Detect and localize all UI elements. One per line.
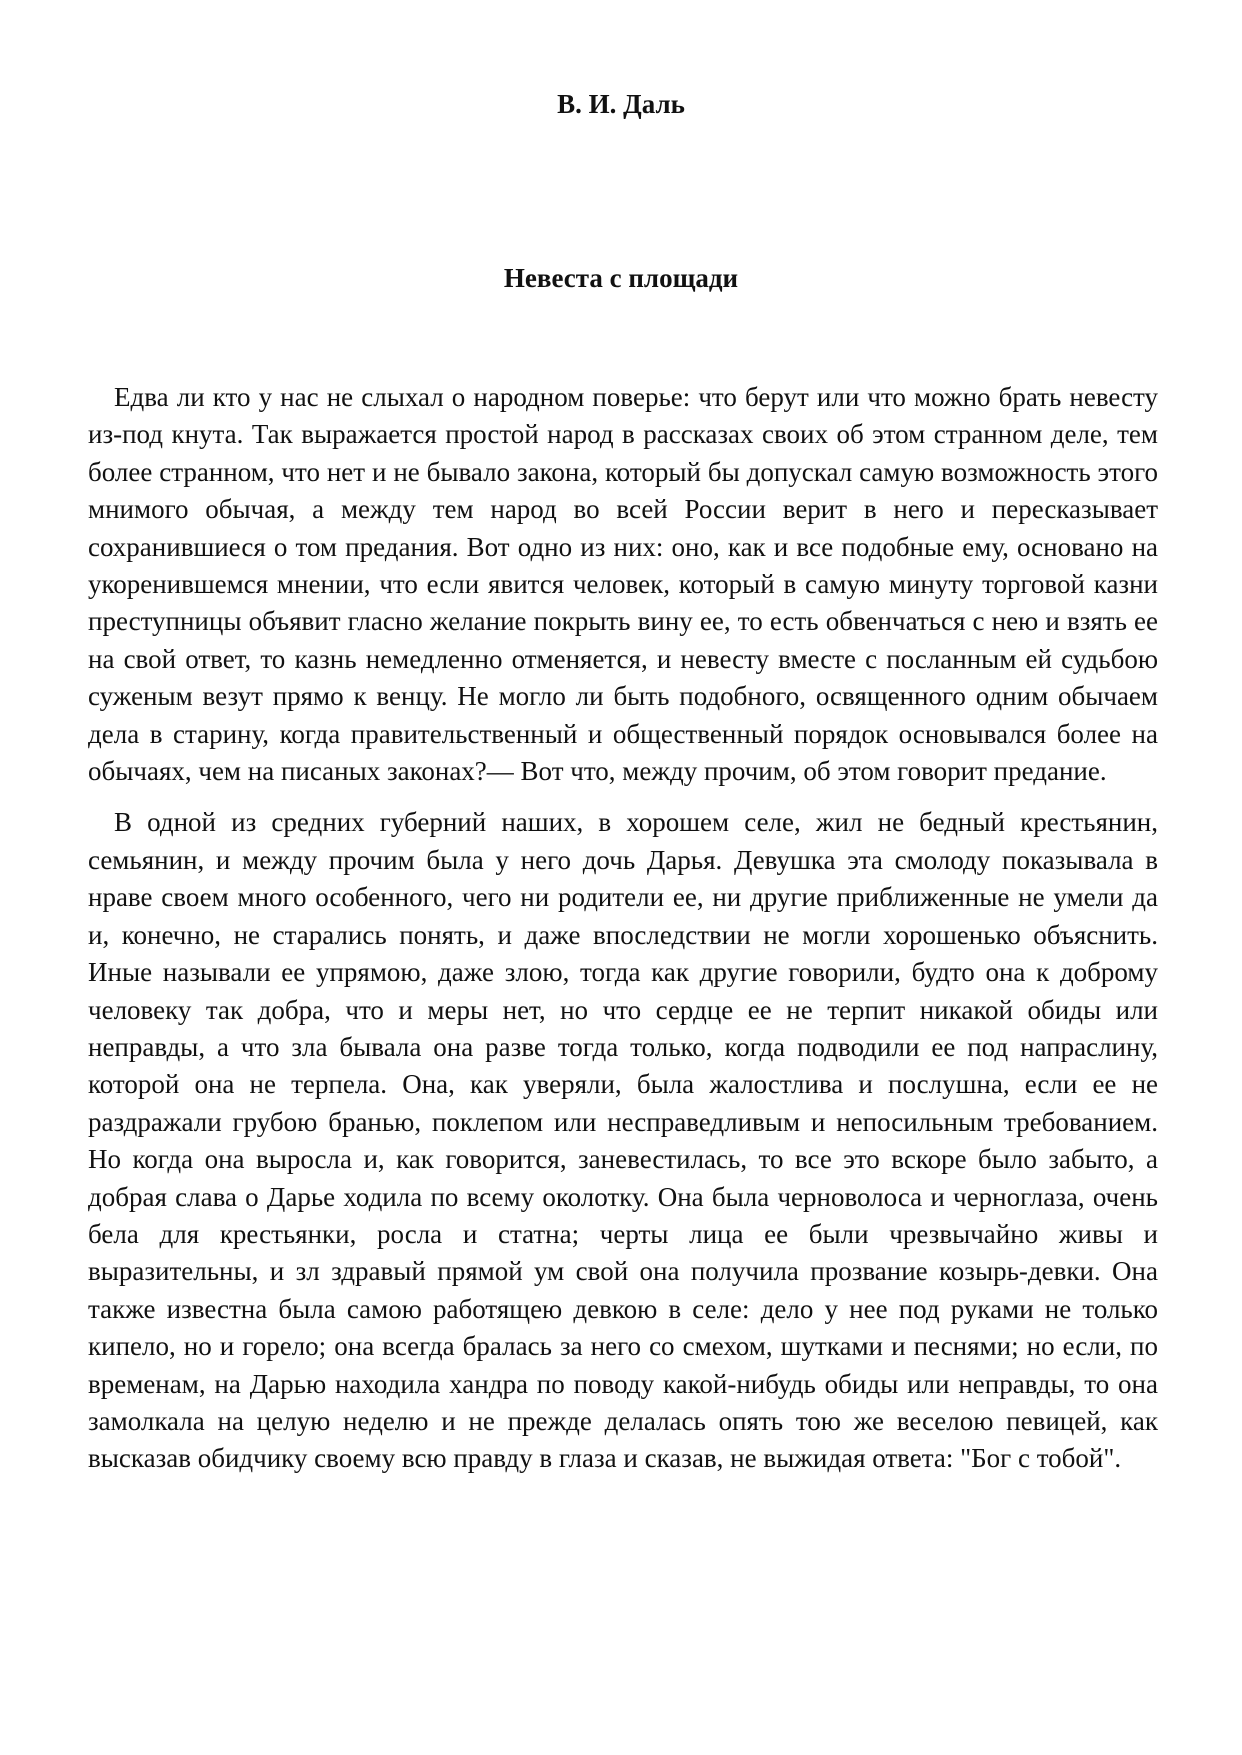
author-name: В. И. Даль <box>557 89 685 119</box>
story-body <box>88 379 1158 1478</box>
paragraph: Едва ли кто у нас не слыхал о народном поверье: что берут или что можно брать невесту из-под кнута. Так выражается простой народ в рассказах своих об этом странном деле, тем более странном, что нет и не бывало закона, который бы допускал самую возможность этого мнимого обычая, а между тем народ во всей России верит в него и пересказывает сохранившиеся о том предания. Вот одно из них: оно, как и все подобные ему, основано на укоренившемся мнении, что если явится человек, который в самую минуту торговой казни преступницы объявит гласно желание покрыть вину ее, то есть обвенчаться с нею и взять ее на свой ответ, то казнь немедленно отменяется, и невесту вместе с посланным ей судьбою суженым везут прямо к венцу. Не могло ли быть подобного, освященного одним обычаем дела в старину, когда правительственный и общественный порядок основывался более на обычаях, чем на писаных законах?— Вот что, между прочим, об этом говорит предание. <box>88 382 1158 787</box>
paragraph: В одной из средних губерний наших, в хорошем селе, жил не бедный крестьянин, семьянин, и между прочим была у него дочь Дарья. Девушка эта смолоду показывала в нраве своем много особенного, чего ни родители ее, ни другие приближенные не умели да и, конечно, не старались понять, и даже впоследствии не могли хорошенько объяснить. Иные называли ее упрямою, даже злою, тогда как другие говорили, будто она к доброму человеку так добра, что и меры нет, но что сердце ее не терпит никакой обиды или неправды, а что зла бывала она разве тогда только, когда подводили ее под напраслину, которой она не терпела. Она, как уверяли, была жалостлива и послушна, если ее не раздражали грубою бранью, поклепом или несправедливым и непосильным требованием. Но когда она выросла и, как говорится, заневестилась, то все это вскоре было забыто, а добрая слава о Дарье ходила по всему околотку. Она была черноволоса и черноглаза, очень бела для крестьянки, росла и статна; черты лица ее были чрезвычайно живы и выразительны, и зл здравый прямой ум свой она получила прозвание козырь-девки. Она также известна была самою работящею девкою в селе: дело у нее под руками не только кипело, но и горело; она всегда бралась за него со смехом, шутками и песнями; но если, по временам, на Дарью находила хандра по поводу какой-нибудь обиды или неправды, то она замолкала на целую неделю и не прежде делалась опять тою же веселою певицей, как высказав обидчику своему всю правду в глаза и сказав, не выжидая ответа: "Бог с тобой". <box>88 807 1158 1474</box>
story-title: Невеста с площади <box>503 263 739 293</box>
